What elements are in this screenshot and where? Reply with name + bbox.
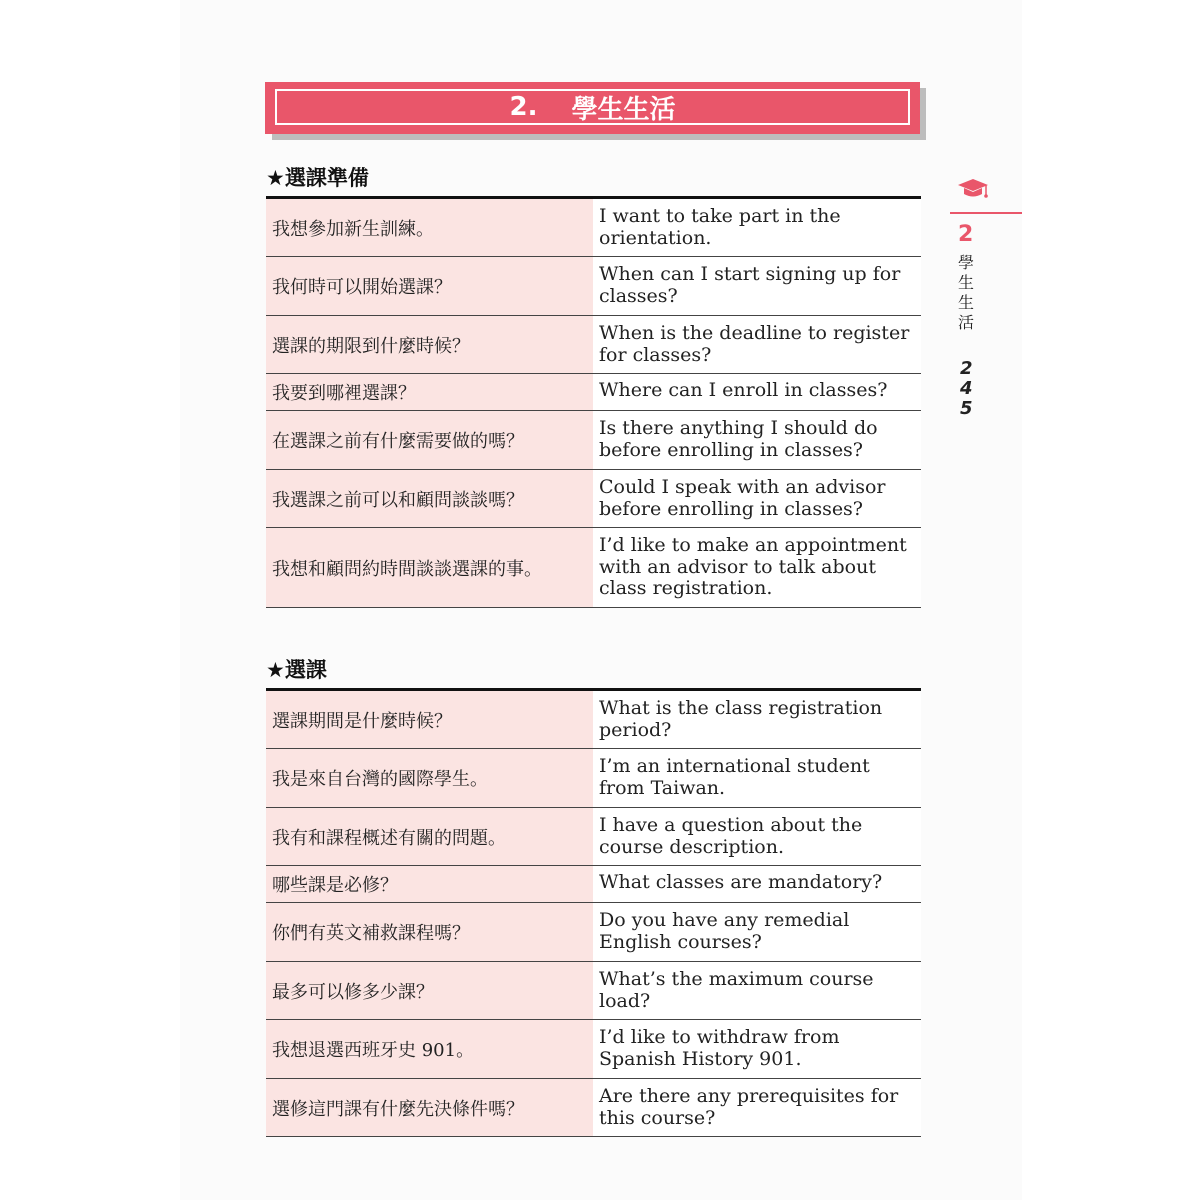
table-row <box>266 1079 921 1137</box>
side-tab-rule <box>950 212 1022 214</box>
phrase-table-2 <box>266 691 921 1137</box>
chinese-phrase: 最多可以修多少課？ <box>266 962 593 1019</box>
side-chapter-number: 2 <box>958 222 974 247</box>
chinese-phrase: 哪些課是必修？ <box>266 866 593 902</box>
table-row <box>266 903 921 962</box>
section-heading-2: ★選課 <box>266 658 327 682</box>
english-phrase: I have a question about the course description. <box>593 808 921 865</box>
chapter-number: 2. <box>509 92 538 122</box>
table-row <box>266 316 921 374</box>
chinese-phrase: 我要到哪裡選課？ <box>266 374 593 410</box>
page-number: 245 <box>960 358 973 419</box>
english-phrase: I want to take part in the orientation. <box>593 199 921 256</box>
table-row <box>266 257 921 316</box>
english-phrase: When is the deadline to register for classes? <box>593 316 921 373</box>
english-phrase: When can I start signing up for classes? <box>593 257 921 315</box>
section-heading-1: ★選課準備 <box>266 166 369 190</box>
english-phrase: What classes are mandatory? <box>593 866 921 902</box>
table-row <box>266 808 921 866</box>
table-row <box>266 470 921 528</box>
chinese-phrase: 選課的期限到什麼時候？ <box>266 316 593 373</box>
chinese-phrase: 在選課之前有什麼需要做的嗎？ <box>266 411 593 469</box>
table-row <box>266 866 921 903</box>
english-phrase: I’d like to make an appointment with an advisor to talk about class registration. <box>593 528 921 607</box>
table-row <box>266 199 921 257</box>
chinese-phrase: 你們有英文補救課程嗎？ <box>266 903 593 961</box>
phrase-table-1 <box>266 199 921 608</box>
english-phrase: What’s the maximum course load? <box>593 962 921 1019</box>
english-phrase: Do you have any remedial English courses? <box>593 903 921 961</box>
table-row <box>266 749 921 808</box>
chapter-title: 學生生活 <box>571 94 676 125</box>
graduation-cap-icon <box>956 177 990 205</box>
table-row <box>266 1020 921 1079</box>
english-phrase: Where can I enroll in classes? <box>593 374 921 410</box>
table-row <box>266 528 921 608</box>
chinese-phrase: 我想參加新生訓練。 <box>266 199 593 256</box>
title-frame <box>275 89 910 125</box>
chinese-phrase: 我選課之前可以和顧問談談嗎？ <box>266 470 593 527</box>
english-phrase: Are there any prerequisites for this course? <box>593 1079 921 1136</box>
chinese-phrase: 我何時可以開始選課？ <box>266 257 593 315</box>
chinese-phrase: 我想退選西班牙史 901。 <box>266 1020 593 1078</box>
english-phrase: What is the class registration period? <box>593 691 921 748</box>
chinese-phrase: 選修這門課有什麼先決條件嗎？ <box>266 1079 593 1136</box>
english-phrase: I’d like to withdraw from Spanish History 901. <box>593 1020 921 1078</box>
chinese-phrase: 我是來自台灣的國際學生。 <box>266 749 593 807</box>
table-row <box>266 962 921 1020</box>
table-row <box>266 691 921 749</box>
english-phrase: Could I speak with an advisor before enrolling in classes? <box>593 470 921 527</box>
table-row <box>266 411 921 470</box>
chinese-phrase: 選課期間是什麼時候？ <box>266 691 593 748</box>
side-chapter-label: 學生生活 <box>958 253 975 332</box>
english-phrase: Is there anything I should do before enrolling in classes? <box>593 411 921 469</box>
chinese-phrase: 我想和顧問約時間談談選課的事。 <box>266 528 593 607</box>
chinese-phrase: 我有和課程概述有關的問題。 <box>266 808 593 865</box>
english-phrase: I’m an international student from Taiwan. <box>593 749 921 807</box>
table-row <box>266 374 921 411</box>
